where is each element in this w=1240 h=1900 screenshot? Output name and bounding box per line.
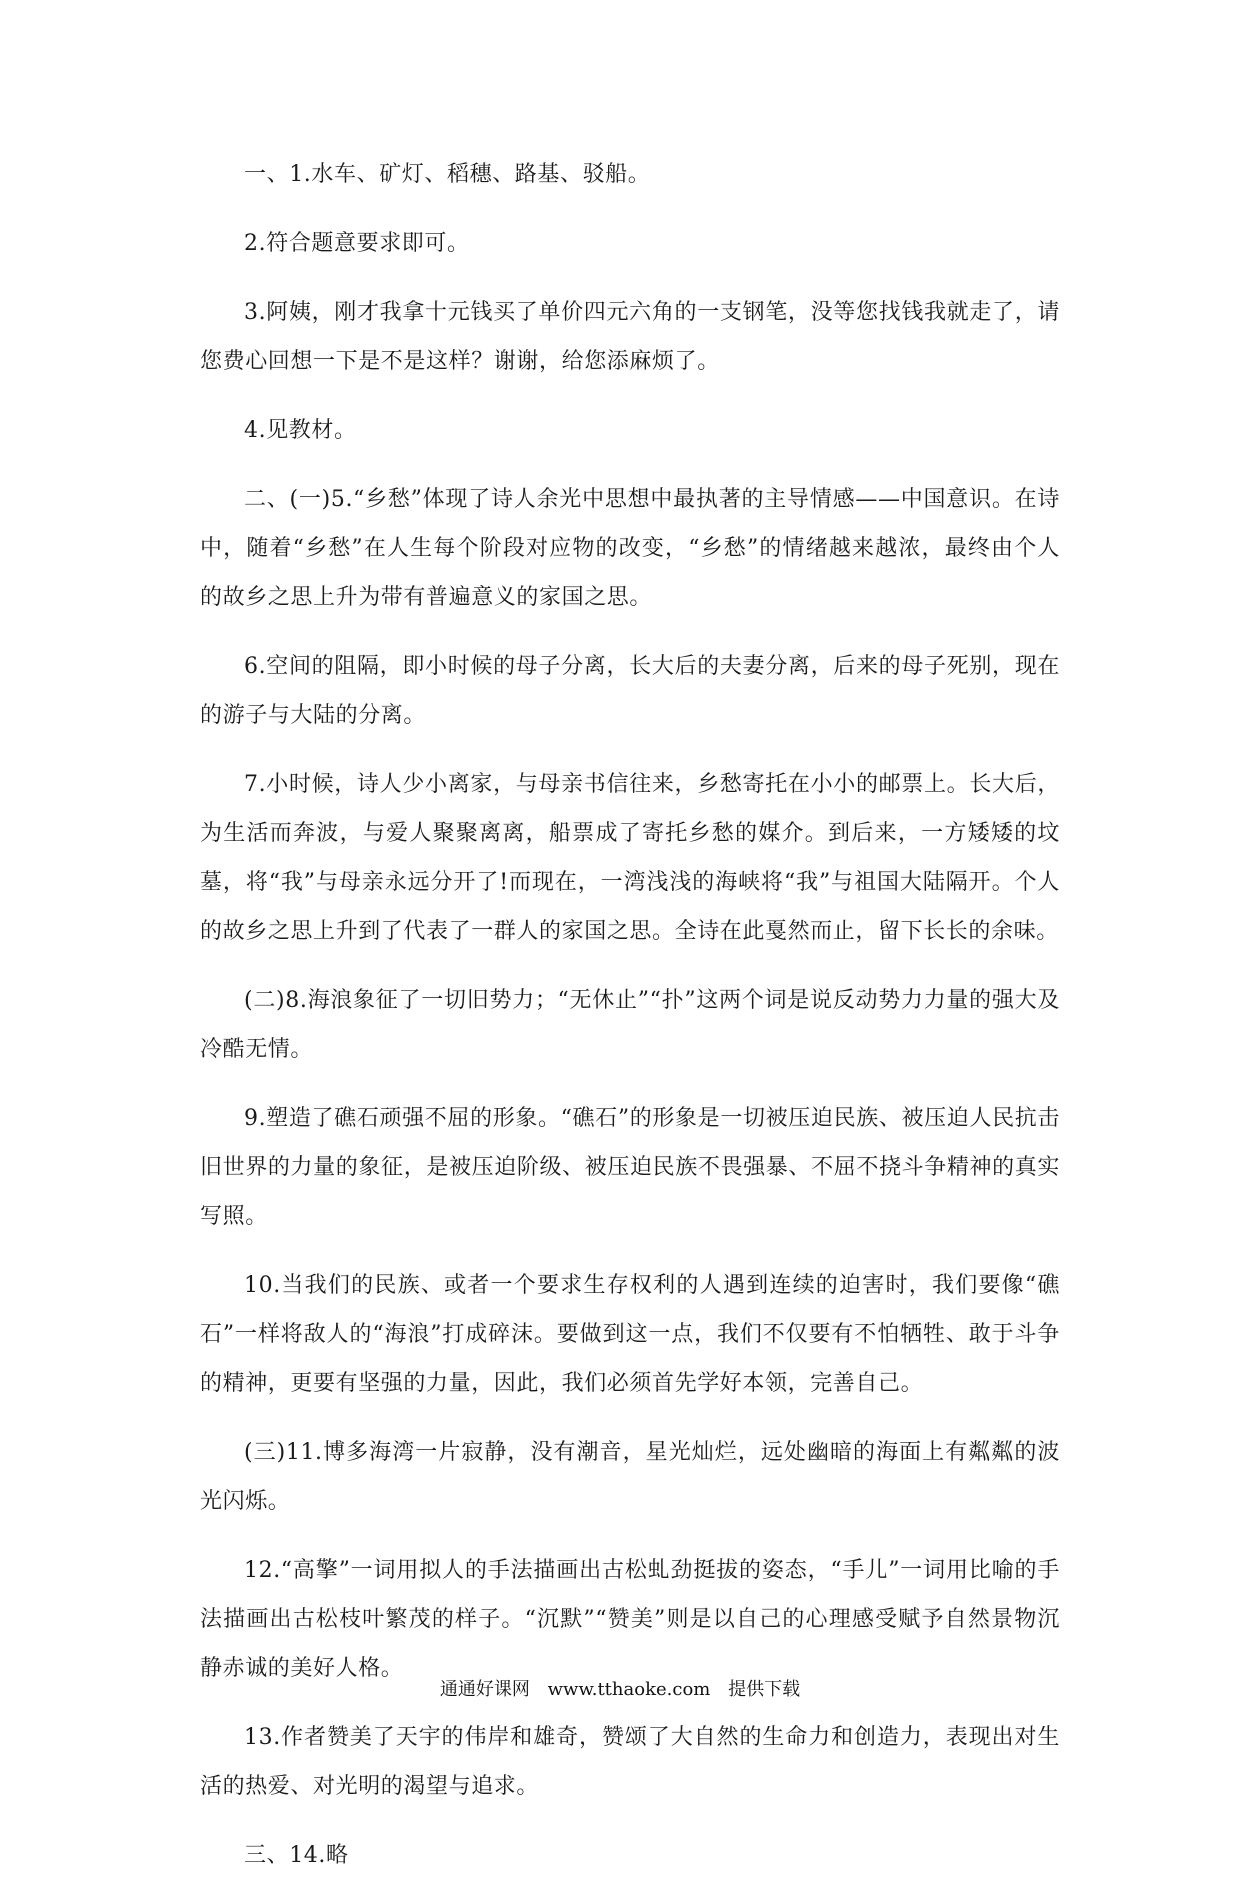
answer-paragraph: (二)8.海浪象征了一切旧势力；“无休止”“扑”这两个词是说反动势力力量的强大及冷酷无情。 bbox=[200, 988, 1060, 1062]
answer-paragraph: 4.见教材。 bbox=[244, 418, 357, 443]
footer-url: www.tthaoke.com bbox=[547, 1679, 711, 1700]
answer-paragraph: 9.塑造了礁石顽强不屈的形象。“礁石”的形象是一切被压迫民族、被压迫人民抗击旧世界的力量的象征，是被压迫阶级、被压迫民族不畏强暴、不屈不挠斗争精神的真实写照。 bbox=[200, 1106, 1060, 1229]
answer-paragraph: 2.符合题意要求即可。 bbox=[244, 231, 470, 256]
answer-paragraph: 13.作者赞美了天宇的伟岸和雄奇，赞颂了大自然的生命力和创造力，表现出对生活的热爱、对光明的渴望与追求。 bbox=[200, 1725, 1060, 1799]
answer-paragraph: 二、(一)5.“乡愁”体现了诗人余光中思想中最执著的主导情感——中国意识。在诗中，随着“乡愁”在人生每个阶段对应物的改变，“乡愁”的情绪越来越浓，最终由个人的故乡之思上升为带有普遍意义的家国之思。 bbox=[200, 487, 1060, 610]
footer-action: 提供下载 bbox=[728, 1679, 801, 1700]
document-body bbox=[200, 150, 1060, 1900]
answer-paragraph: 三、14.略 bbox=[244, 1843, 349, 1868]
answer-paragraph: 3.阿姨，刚才我拿十元钱买了单价四元六角的一支钢笔，没等您找钱我就走了，请您费心回想一下是不是这样？谢谢，给您添麻烦了。 bbox=[200, 300, 1060, 374]
answer-paragraph: 一、1.水车、矿灯、稻穗、路基、驳船。 bbox=[244, 162, 651, 187]
answer-paragraph: (三)11.博多海湾一片寂静，没有潮音，星光灿烂，远处幽暗的海面上有粼粼的波光闪烁。 bbox=[200, 1440, 1060, 1514]
answer-paragraph: 12.“高擎”一词用拟人的手法描画出古松虬劲挺拔的姿态，“手儿”一词用比喻的手法描画出古松枝叶繁茂的样子。“沉默”“赞美”则是以自己的心理感受赋予自然景物沉静赤诚的美好人格。 bbox=[200, 1558, 1060, 1681]
answer-paragraph: 6.空间的阻隔，即小时候的母子分离，长大后的夫妻分离，后来的母子死别，现在的游子与大陆的分离。 bbox=[200, 654, 1060, 728]
footer-site-name: 通通好课网 bbox=[439, 1679, 530, 1700]
page-footer bbox=[0, 1677, 1240, 1703]
answer-paragraph: 7.小时候，诗人少小离家，与母亲书信往来，乡愁寄托在小小的邮票上。长大后，为生活而奔波，与爱人聚聚离离，船票成了寄托乡愁的媒介。到后来，一方矮矮的坟墓，将“我”与母亲永远分开了!而现在，一湾浅浅的海峡将“我”与祖国大陆隔开。个人的故乡之思上升到了代表了一群人的家国之思。全诗在此戛然而止，留下长长的余味。 bbox=[200, 772, 1060, 944]
answer-paragraph: 10.当我们的民族、或者一个要求生存权利的人遇到连续的迫害时，我们要像“礁石”一样将敌人的“海浪”打成碎沫。要做到这一点，我们不仅要有不怕牺牲、敢于斗争的精神，更要有坚强的力量，因此，我们必须首先学好本领，完善自己。 bbox=[200, 1273, 1060, 1396]
